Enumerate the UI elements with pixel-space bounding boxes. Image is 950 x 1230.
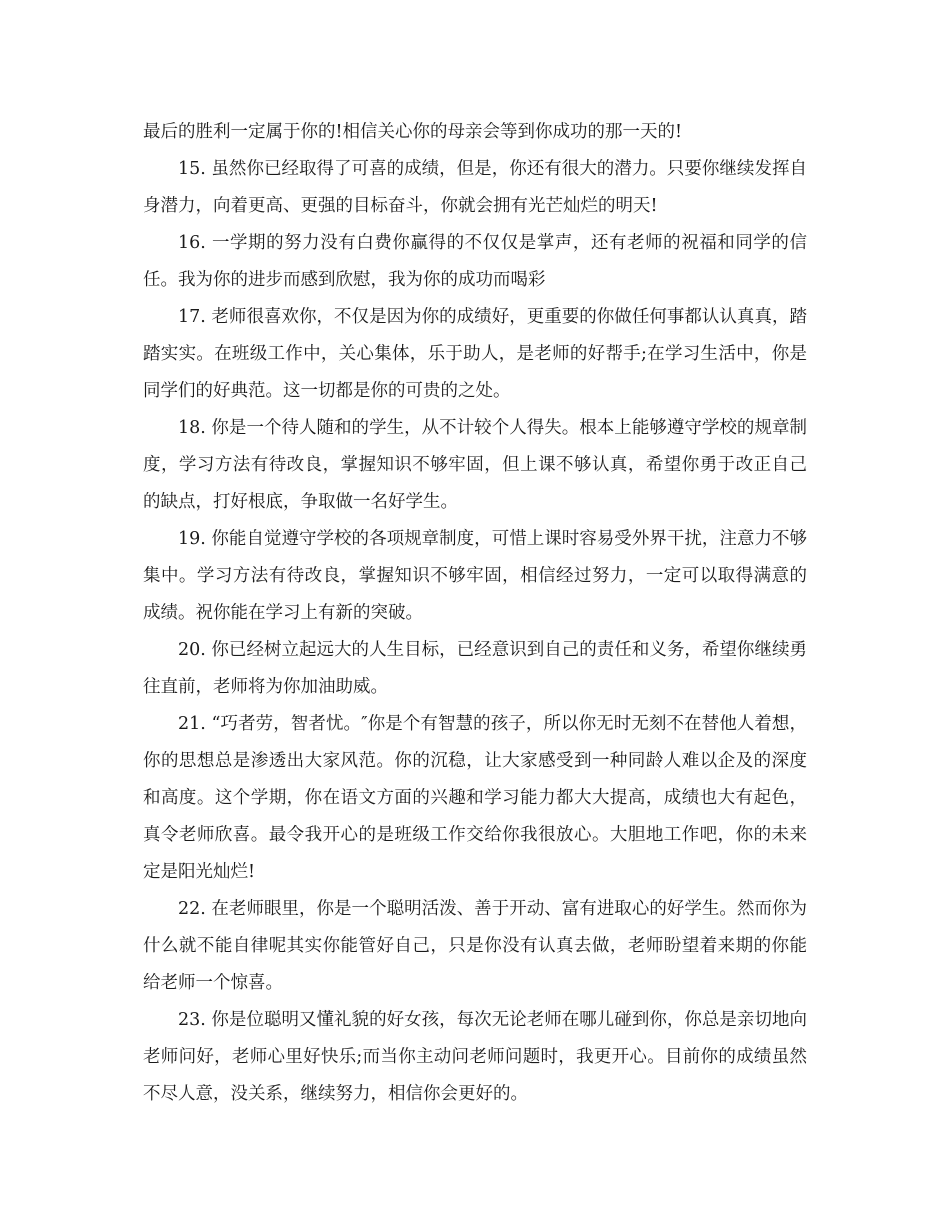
paragraph-comment-19: 19. 你能自觉遵守学校的各项规章制度，可惜上课时容易受外界干扰，注意力不够集中。学习方法有待改良，掌握知识不够牢固，相信经过努力，一定可以取得满意的成绩。祝你能在学习上有新的突破。	[143, 529, 807, 623]
document-body	[143, 114, 807, 1113]
paragraph-comment-18: 18. 你是一个待人随和的学生，从不计较个人得失。根本上能够遵守学校的规章制度，学习方法有待改良，掌握知识不够牢固，但上课不够认真，希望你勇于改正自己的缺点，打好根底，争取做一名好学生。	[143, 418, 807, 512]
paragraph-comment-15: 15. 虽然你已经取得了可喜的成绩，但是，你还有很大的潜力。只要你继续发挥自身潜力，向着更高、更强的目标奋斗，你就会拥有光芒灿烂的明天!	[143, 159, 807, 216]
paragraph-comment-21: 21. “巧者劳，智者忧。″你是个有智慧的孩子，所以你无时无刻不在替他人着想，你的思想总是渗透出大家风范。你的沉稳，让大家感受到一种同龄人难以企及的深度和高度。这个学期，你在语文方面的兴趣和学习能力都大大提高，成绩也大有起色，真令老师欣喜。最令我开心的是班级工作交给你我很放心。大胆地工作吧，你的未来定是阳光灿烂!	[143, 714, 807, 882]
paragraph-continuation: 最后的胜利一定属于你的!相信关心你的母亲会等到你成功的那一天的!	[143, 122, 683, 142]
paragraph-comment-16: 16. 一学期的努力没有白费你赢得的不仅仅是掌声，还有老师的祝福和同学的信任。我为你的进步而感到欣慰，我为你的成功而喝彩	[143, 233, 807, 290]
paragraph-comment-22: 22. 在老师眼里，你是一个聪明活泼、善于开动、富有进取心的好学生。然而你为什么就不能自律呢其实你能管好自己，只是你没有认真去做，老师盼望着来期的你能给老师一个惊喜。	[143, 899, 807, 993]
paragraph-comment-20: 20. 你已经树立起远大的人生目标，已经意识到自己的责任和义务，希望你继续勇往直前，老师将为你加油助威。	[143, 640, 807, 697]
paragraph-comment-23: 23. 你是位聪明又懂礼貌的好女孩，每次无论老师在哪儿碰到你，你总是亲切地向老师问好，老师心里好快乐;而当你主动问老师问题时，我更开心。目前你的成绩虽然不尽人意，没关系，继续努力，相信你会更好的。	[143, 1010, 807, 1104]
paragraph-comment-17: 17. 老师很喜欢你，不仅是因为你的成绩好，更重要的你做任何事都认认真真，踏踏实实。在班级工作中，关心集体，乐于助人，是老师的好帮手;在学习生活中，你是同学们的好典范。这一切都是你的可贵的之处。	[143, 307, 807, 401]
